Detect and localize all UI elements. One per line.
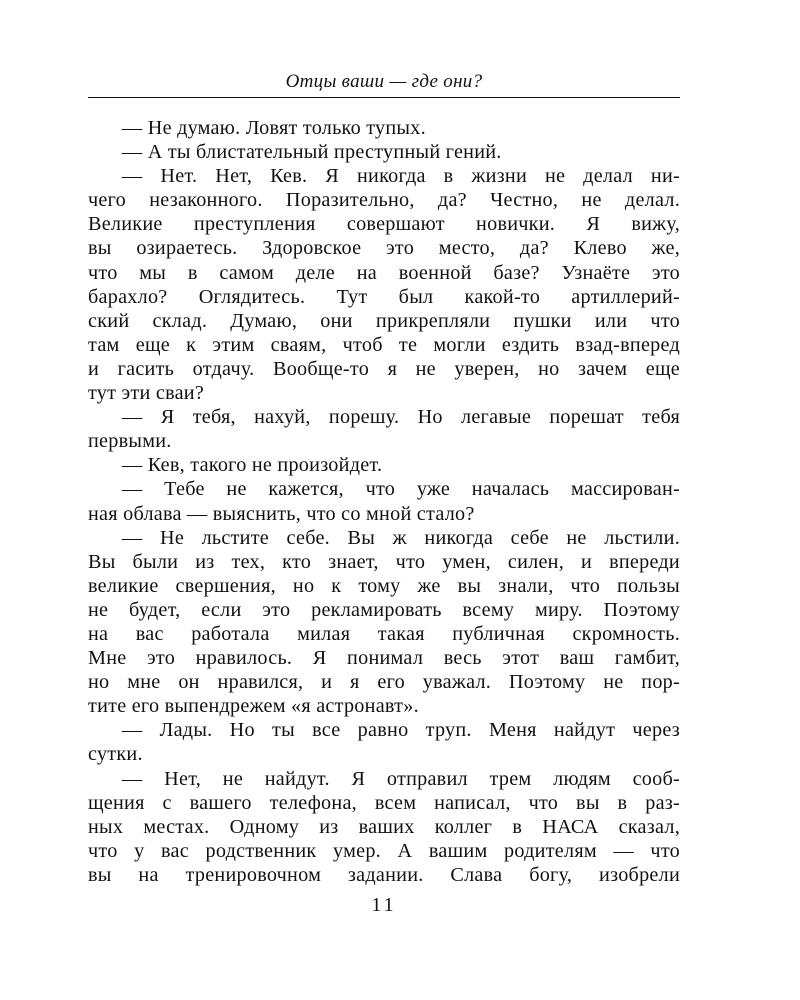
paragraph <box>88 116 680 140</box>
paragraph <box>88 526 680 719</box>
paragraph <box>88 164 680 405</box>
text-line: не будет, если это рекламировать всему миру. Поэтому <box>88 598 680 621</box>
text-line: — Я тебя, нахуй, порешу. Но легавые порешат тебя <box>122 406 680 429</box>
text-line: тите его выпендрежем «я астронавт». <box>88 695 419 718</box>
text-line: но мне он нравился, и я его уважал. Поэтому не пор- <box>88 671 680 694</box>
paragraph <box>88 718 680 766</box>
running-head: Отцы ваши — где они? <box>285 71 483 92</box>
paragraph <box>88 477 680 525</box>
text-line: Великие преступления совершают новички. Я вижу, <box>88 213 680 236</box>
text-line: и гасить отдачу. Вообще-то я не уверен, но зачем еще <box>88 357 680 380</box>
text-line: щения с вашего телефона, всем написал, что вы в раз- <box>88 791 680 814</box>
paragraph <box>88 405 680 453</box>
text-line: — Не думаю. Ловят только тупых. <box>122 117 426 139</box>
text-line: великие свершения, но к тому же вы знали, что пользы <box>88 574 680 597</box>
text-line: — Тебе не кажется, что уже началась массирован- <box>122 478 680 501</box>
paragraph <box>88 453 680 477</box>
text-line: — Кев, такого не произойдет. <box>122 454 383 477</box>
text-line: чего незаконного. Поразительно, да? Честно, не делал. <box>88 189 680 212</box>
text-line: там еще к этим сваям, чтоб те могли ездить взад-вперед <box>88 333 680 356</box>
page-number: 11 <box>371 894 397 916</box>
paragraph <box>88 767 680 887</box>
text-line: тут эти сваи? <box>88 382 205 405</box>
body-text <box>88 116 680 887</box>
text-line: Мне это нравилось. Я понимал весь этот ваш гамбит, <box>88 647 680 670</box>
text-line: ная облава — выяснить, что со мной стало? <box>88 502 475 525</box>
text-line: что мы в самом деле на военной базе? Узнаёте это <box>88 261 680 284</box>
text-line: — Не льстите себе. Вы ж никогда себе не льстили. <box>122 526 680 549</box>
text-line: вы озираетесь. Здоровское это место, да? Клево же, <box>88 237 680 260</box>
text-line: ский склад. Думаю, они прикрепляли пушки или что <box>88 309 680 332</box>
text-line: — А ты блистательный преступный гений. <box>122 141 502 164</box>
text-line: сутки. <box>88 743 143 766</box>
text-line: — Лады. Но ты все равно труп. Меня найдут через <box>122 719 680 742</box>
text-line: на вас работала милая такая публичная скромность. <box>88 622 680 645</box>
text-line: что у вас родственник умер. А вашим родителям — что <box>88 839 680 862</box>
text-line: барахло? Оглядитесь. Тут был какой-то артиллерий- <box>88 285 680 308</box>
text-line: первыми. <box>88 430 172 453</box>
header-rule <box>88 97 680 98</box>
text-line: вы на тренировочном задании. Слава богу, изобрели <box>88 863 680 886</box>
text-line: Вы были из тех, кто знает, что умен, силен, и впереди <box>88 550 680 573</box>
text-line: — Нет. Нет, Кев. Я никогда в жизни не делал ни- <box>122 165 680 188</box>
text-line: ных местах. Одному из ваших коллег в НАСА сказал, <box>88 815 680 838</box>
text-line: — Нет, не найдут. Я отправил трем людям сооб- <box>122 767 680 790</box>
paragraph <box>88 140 680 164</box>
